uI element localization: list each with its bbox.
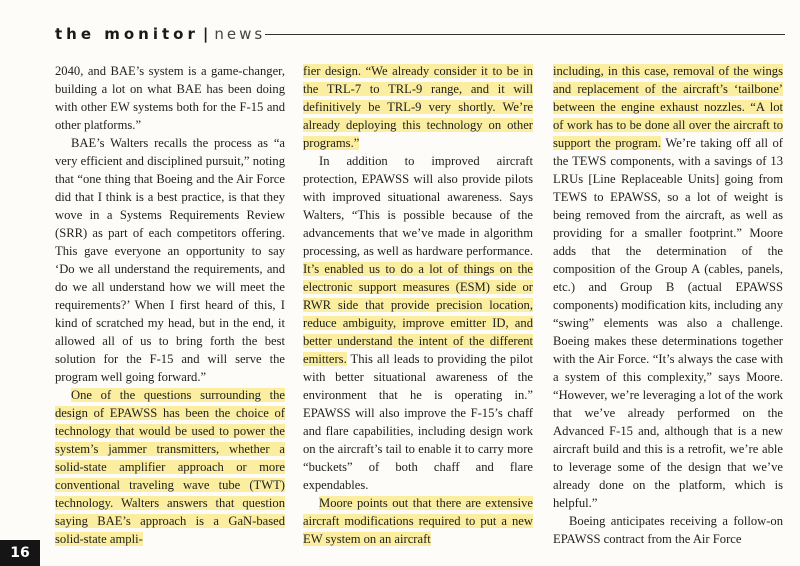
highlighted-text: One of the questions surrounding the design of EPAWSS has been the choice of technology that would be used to power the system’s jammer transmitters, whether a solid-state amplifier approach or more conventional traveling wave tube (TWT) technology. Walters answers that question saying BAE’s approach is a GaN-based solid-state ampli- (55, 388, 285, 546)
article-paragraph (55, 386, 285, 548)
column-1 (55, 62, 285, 562)
article-paragraph (303, 494, 533, 548)
article-paragraph (303, 62, 533, 152)
body-text: In addition to improved aircraft protection, EPAWSS will also provide pilots with improved situational awareness. Says Walters, “This is possible because of the advancements that we’ve made in algorithm processing, as well as hardware performance. (303, 154, 533, 258)
publication-title: the monitor (55, 25, 199, 43)
article-paragraph (553, 62, 783, 512)
header-rule (265, 34, 785, 35)
body-text: BAE’s Walters recalls the process as “a very efficient and disciplined pursuit,” noting that “one thing that Boeing and the Air Force did that I think is a best practice, is that they wove in a Systems Requirements Review (SRR) as part of each competitors offering. This gave everyone an opportunity to say ‘Do we all understand the requirements, and do we all understand how we will meet the requirements?’ When I first heard of this, I kind of scratched my head, but in the end, it allowed all of us to bring forth the best solution for the F-15 and will serve the program well going forward.” (55, 136, 285, 384)
section-label: news (214, 25, 266, 43)
article-paragraph (55, 134, 285, 386)
highlighted-text: including, in this case, removal of the wings and replacement of the aircraft’s ‘tailbone’ between the engine exhaust nozzles. “A lot of work has to be done all over the aircraft to support the program. (553, 64, 783, 150)
body-text: Boeing anticipates receiving a follow-on EPAWSS contract from the Air Force (553, 514, 783, 546)
body-text: This all leads to providing the pilot with better situational awareness of the environment that he is operating in.” EPAWSS will also improve the F-15’s chaff and flare capabilities, including design work on the aircraft’s tail to enable it to carry more “buckets” of both chaff and flare expendables. (303, 352, 533, 492)
page-header (55, 24, 785, 48)
article-paragraph (553, 512, 783, 548)
article-paragraph (303, 152, 533, 494)
body-text: We’re taking off all of the TEWS components, with a savings of 13 LRUs [Line Replaceable Units] going from TEWS to EPAWSS, so a lot of weight is being removed from the aircraft, as well as providing for a smaller footprint.” Moore adds that the determination of the composition of the Group A (cables, panels, etc.) and Group B (actual EPAWSS components) modification kits, including any “swing” elements was also a challenge. Boeing makes these determinations together with the Air Force. “It’s always the case with a system of this complexity,” says Moore. “However, we’re leveraging a lot of the work that we’ve already performed on the Advanced F-15 and, although that is a new aircraft build and this is a retrofit, we’re able to leverage some of the design that we’ve already done on the platform, which is helpful.” (553, 136, 783, 510)
page-number: 16 (0, 540, 40, 566)
highlighted-text: fier design. “We already consider it to be in the TRL-7 to TRL-9 range, and it will definitively be TRL-9 very shortly. We’re already deploying this technology on other programs.” (303, 64, 533, 150)
column-2 (303, 62, 533, 562)
highlighted-text: It’s enabled us to do a lot of things on the electronic support measures (ESM) side or RWR side that provide precision location, reduce ambiguity, improve emitter ID, and better understand the intent of the different emitters. (303, 262, 533, 366)
column-3 (553, 62, 783, 562)
highlighted-text: Moore points out that there are extensive aircraft modifications required to put a new EW system on an aircraft (303, 496, 533, 546)
article-paragraph (55, 62, 285, 134)
header-divider: | (202, 25, 209, 43)
body-text: 2040, and BAE’s system is a game-changer, building a lot on what BAE has been doing with other EW systems both for the F-15 and other platforms.” (55, 64, 285, 132)
